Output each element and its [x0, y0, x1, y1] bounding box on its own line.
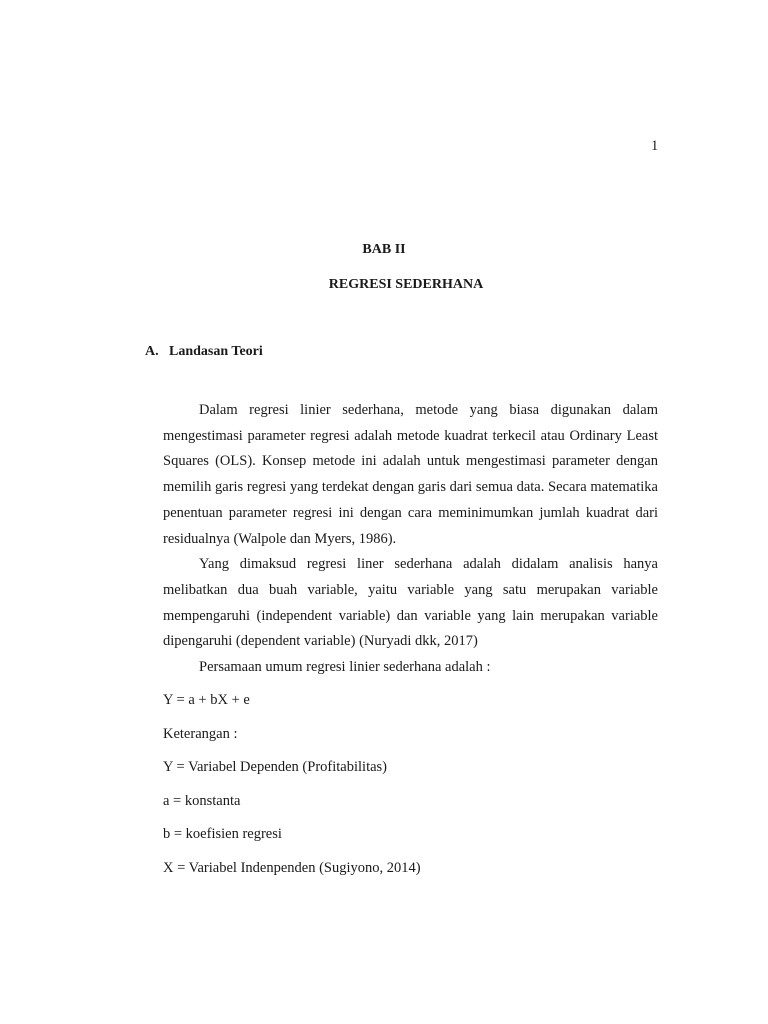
regression-equation: Y = a + bX + e: [163, 692, 250, 708]
chapter-title: REGRESI SEDERHANA: [328, 277, 484, 292]
definition-a: a = konstanta: [163, 792, 241, 809]
section-marker: A.: [145, 344, 159, 359]
section-heading: [145, 344, 263, 360]
formula-block: [163, 684, 421, 886]
section-title: Landasan Teori: [169, 344, 263, 359]
definition-y: Y = Variabel Dependen (Profitabilitas): [163, 759, 387, 776]
paragraph-ols: Dalam regresi linier sederhana, metode yang biasa digunakan dalam mengestimasi parameter regresi adalah metode kuadrat terkecil atau Ordinary Least Squares (OLS). Konsep metode ini adalah untuk mengestimasi parameter dengan memilih garis regresi yang terdekat dengan garis dari semua data. Secara matematika penentuan parameter regresi ini dengan cara meminimumkan jumlah kuadrat dari residualnya (Walpole dan Myers, 1986).: [163, 402, 658, 547]
keterangan-label: Keterangan :: [163, 725, 238, 742]
body-text: [163, 398, 658, 681]
page-number: 1: [651, 138, 659, 154]
definition-x: X = Variabel Indenpenden (Sugiyono, 2014): [163, 859, 421, 876]
paragraph-equation-intro: Persamaan umum regresi linier sederhana adalah :: [199, 659, 491, 676]
definition-b: b = koefisien regresi: [163, 826, 282, 843]
chapter-heading: BAB II: [362, 242, 406, 257]
paragraph-definition: Yang dimaksud regresi liner sederhana adalah didalam analisis hanya melibatkan dua buah variable, yaitu variable yang satu merupakan variable mempengaruhi (independent variable) dan variable yang lain merupakan variable dipengaruhi (dependent variable) (Nuryadi dkk, 2017): [163, 556, 658, 650]
